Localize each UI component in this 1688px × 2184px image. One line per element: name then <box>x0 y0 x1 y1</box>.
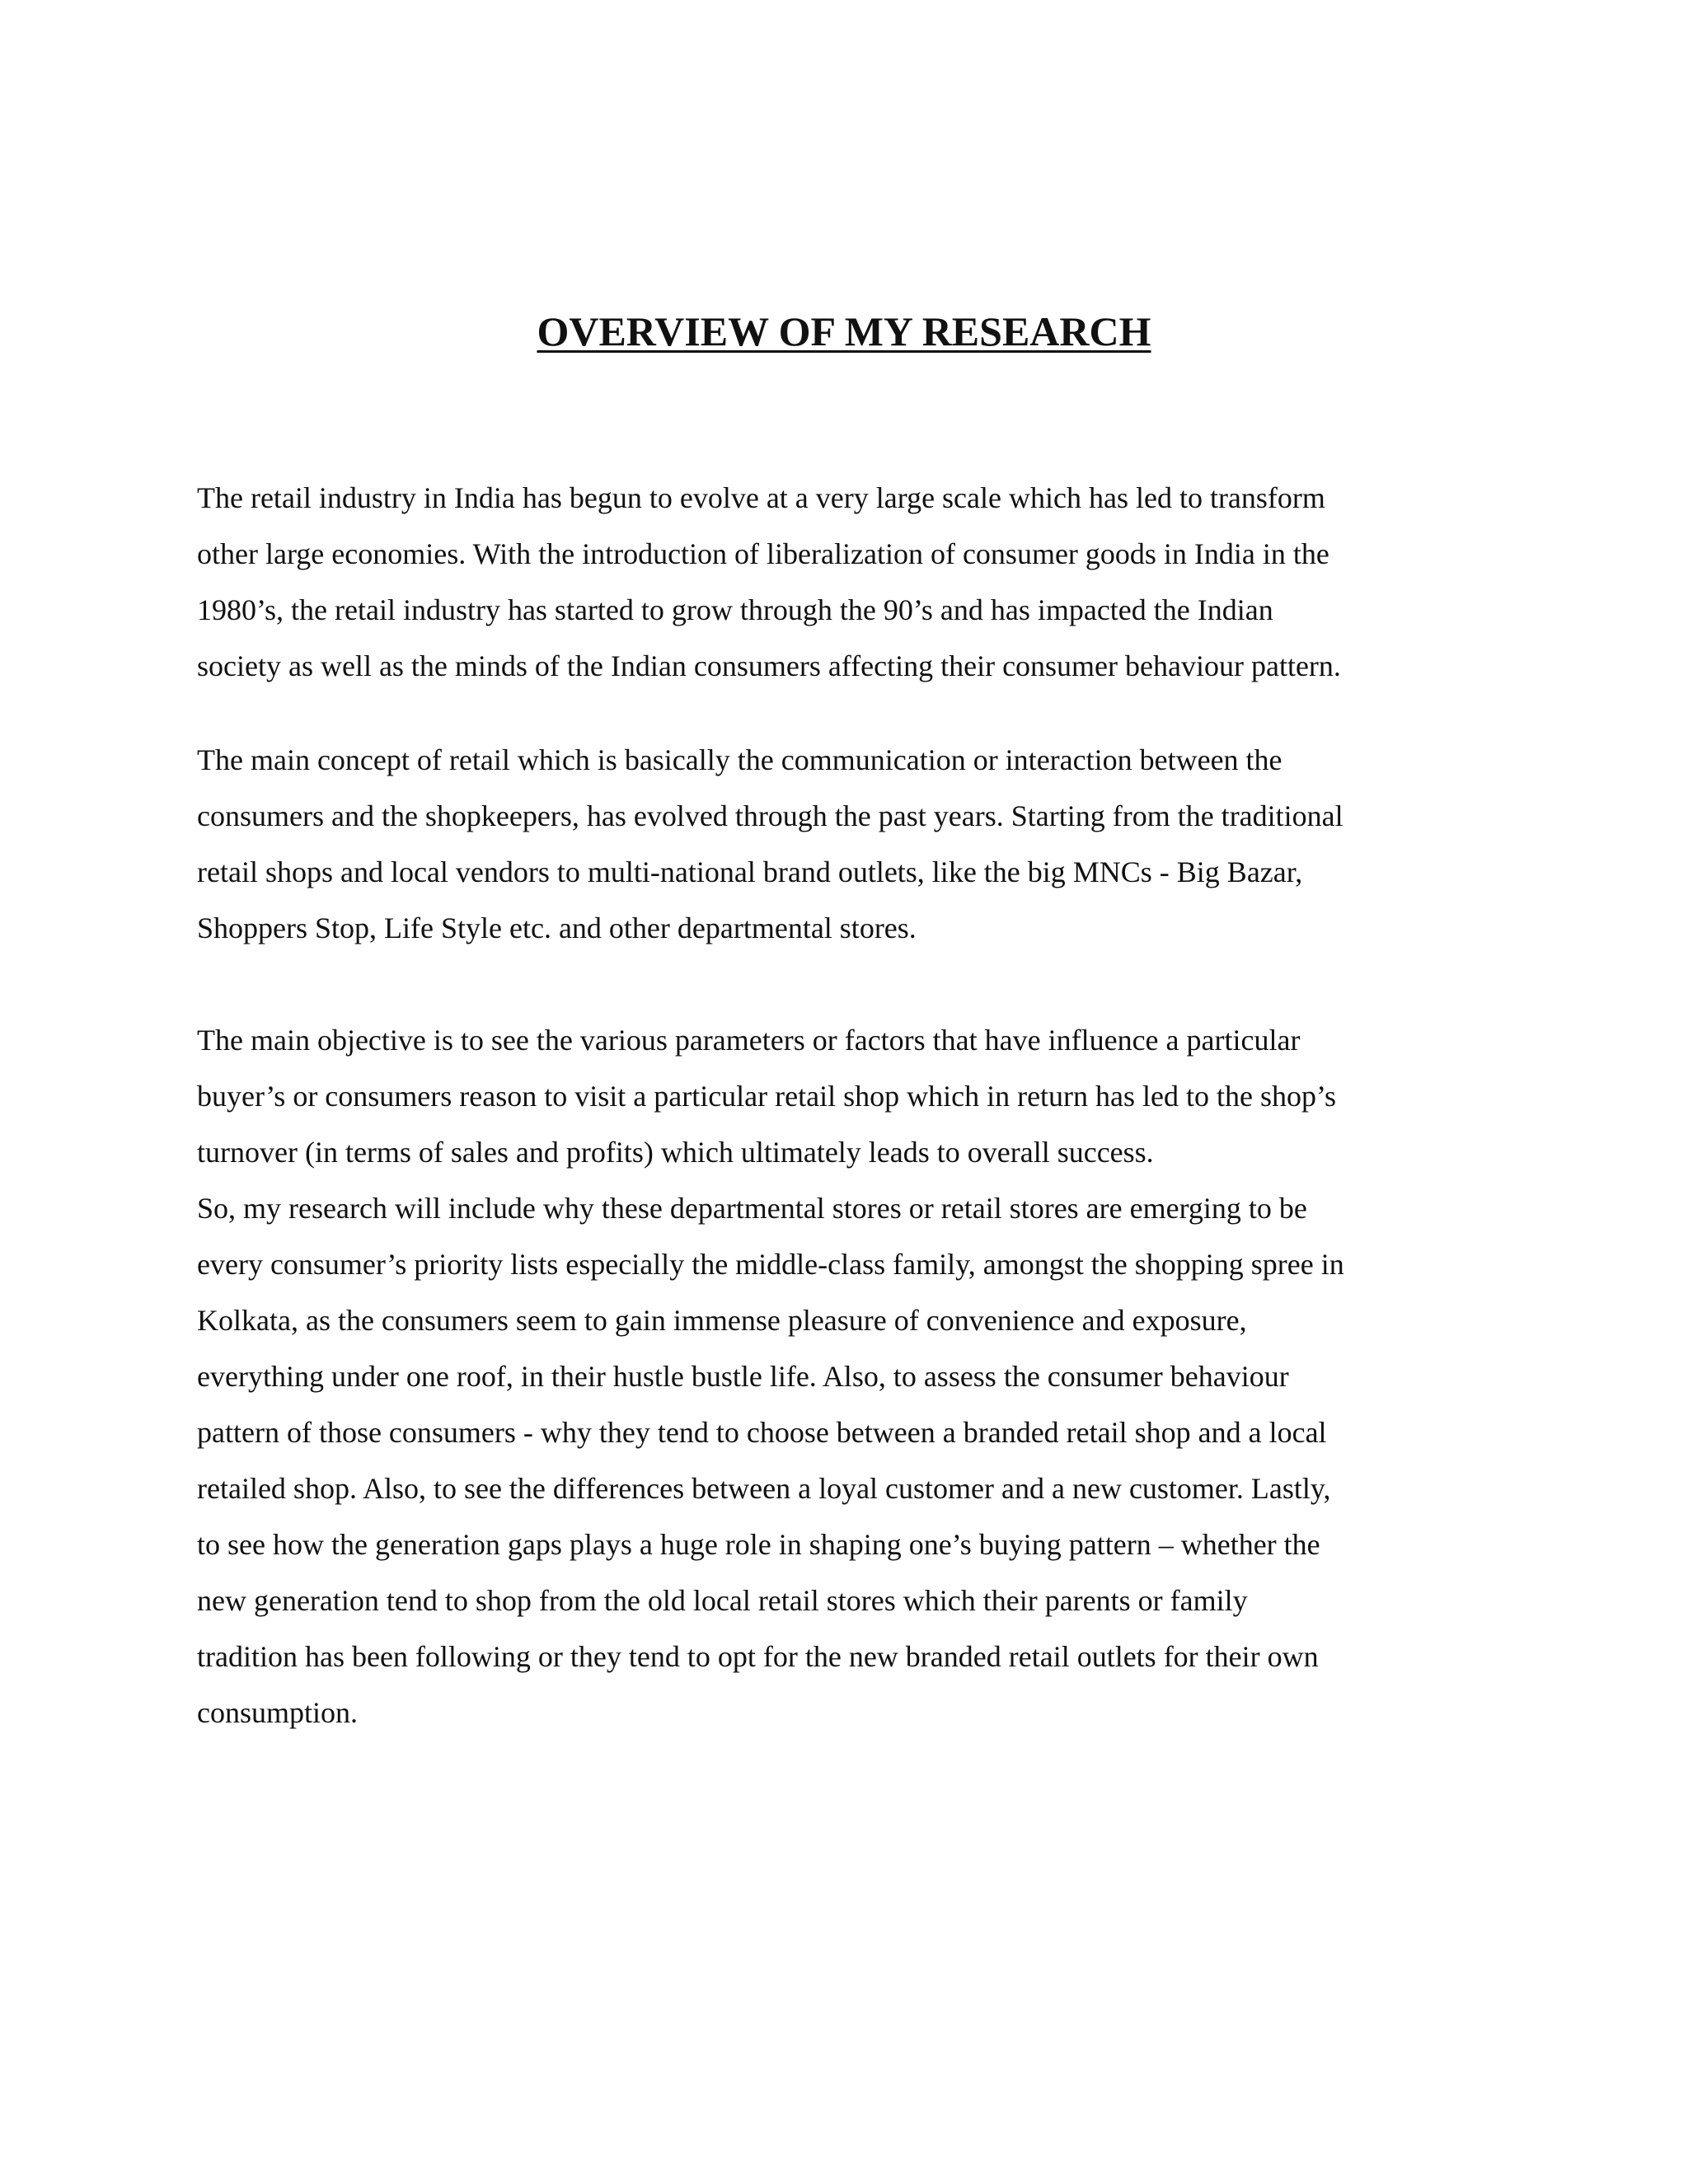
paragraph-line: new generation tend to shop from the old local retail stores which their parents or family <box>197 1584 1248 1617</box>
paragraph-line: buyer’s or consumers reason to visit a particular retail shop which in return has led to the shop’s <box>197 1080 1337 1113</box>
paragraph-line: Shoppers Stop, Life Style etc. and other departmental stores. <box>197 912 917 944</box>
paragraph-line: other large economies. With the introduction of liberalization of consumer goods in India in the <box>197 537 1329 570</box>
paragraph-line: pattern of those consumers - why they tend to choose between a branded retail shop and a local <box>197 1416 1327 1449</box>
paragraph-line: consumption. <box>197 1696 358 1729</box>
paragraph-line: The main concept of retail which is basically the communication or interaction between the <box>197 743 1282 776</box>
paragraph-line: turnover (in terms of sales and profits) which ultimately leads to overall success. <box>197 1136 1154 1169</box>
paragraph-line: 1980’s, the retail industry has started to grow through the 90’s and has impacted the Indian <box>197 593 1273 626</box>
paragraph-line: Kolkata, as the consumers seem to gain immense pleasure of convenience and exposure, <box>197 1304 1247 1337</box>
paragraph-line: to see how the generation gaps plays a huge role in shaping one’s buying pattern – whether the <box>197 1528 1320 1561</box>
paragraph-line: every consumer’s priority lists especially the middle-class family, amongst the shopping spree in <box>197 1248 1344 1281</box>
paragraph-line: The retail industry in India has begun to evolve at a very large scale which has led to transform <box>197 481 1325 514</box>
paragraph-line: tradition has been following or they tend to opt for the new branded retail outlets for their own <box>197 1640 1319 1673</box>
paragraph-line: retail shops and local vendors to multi-national brand outlets, like the big MNCs - Big Bazar, <box>197 855 1303 888</box>
paragraph-line: retailed shop. Also, to see the differences between a loyal customer and a new customer. Lastly, <box>197 1472 1331 1505</box>
paragraph-line: So, my research will include why these departmental stores or retail stores are emerging to be <box>197 1192 1307 1225</box>
page-title: OVERVIEW OF MY RESEARCH <box>537 308 1151 354</box>
paragraph-line: everything under one roof, in their hustle bustle life. Also, to assess the consumer behaviour <box>197 1360 1289 1393</box>
paragraph-line: society as well as the minds of the Indian consumers affecting their consumer behaviour pattern. <box>197 649 1341 682</box>
paragraph-line: consumers and the shopkeepers, has evolved through the past years. Starting from the traditional <box>197 799 1343 832</box>
paragraph-line: The main objective is to see the various parameters or factors that have influence a particular <box>197 1024 1301 1057</box>
